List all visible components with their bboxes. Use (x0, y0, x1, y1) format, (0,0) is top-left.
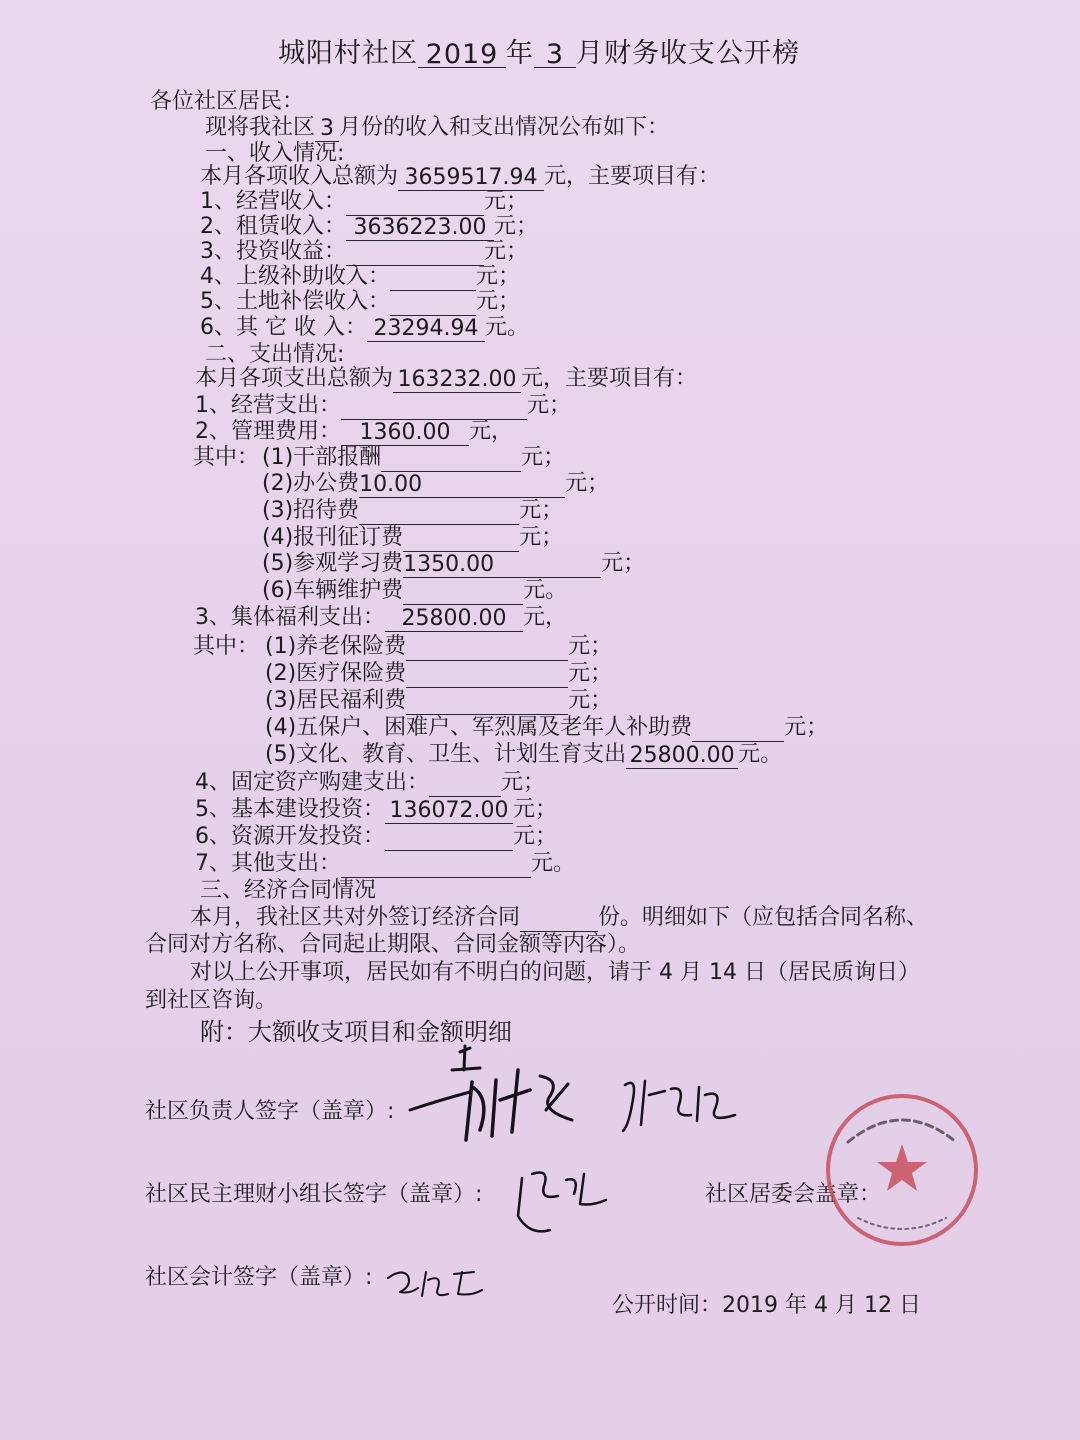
income-item: 2、租赁收入： 3636223.00 元； (200, 214, 539, 240)
notice-line: 到社区咨询。 (145, 988, 278, 1013)
committee-seal (822, 1090, 982, 1250)
greeting: 各位社区居民： (150, 89, 305, 114)
seal-star-icon (877, 1144, 927, 1191)
welfare-item: (3)居民福利费 元； (265, 688, 613, 713)
expense-item: 3、集体福利支出： 25800.00 元， (195, 605, 568, 631)
welfare-item: (5)文化、教育、卫生、计划生育支出 25800.00 元。 (265, 742, 783, 768)
expense-item: 2、管理费用： 1360.00 元， (195, 419, 514, 445)
title-month: 3 (534, 43, 576, 68)
accountant-signature (382, 1258, 492, 1304)
expense-total: 本月各项支出总额为 163232.00 元，主要项目有： (195, 366, 698, 392)
expense-item: 5、基本建设投资： 136072.00 元； (195, 797, 558, 823)
page-title: 城阳村社区 2019 年 3 月财务收支公开榜 (278, 38, 800, 70)
expense-qizhong: 其中： (193, 445, 260, 470)
expense-heading: 二、支出情况: (205, 342, 345, 367)
leader-signature-2 (615, 1065, 755, 1145)
contracts-heading: 三、经济合同情况 (200, 878, 377, 903)
welfare-item: (4)五保户、困难户、军烈属及老年人补助费 元； (265, 715, 829, 740)
income-total-value: 3659517.94 (398, 166, 544, 191)
contracts-line: 合同对方名称、合同起止期限、合同金额等内容）。 (145, 932, 641, 957)
income-item: 4、上级补助收入： 元； (200, 264, 521, 289)
publish-date: 公开时间：2019 年 4 月 12 日 (612, 1293, 921, 1318)
mgmt-item: (1)干部报酬 元； (262, 445, 566, 470)
contracts-line: 本月，我社区共对外签订经济合同 份。明细如下（应包括合同名称、 (190, 905, 929, 930)
mgmt-item: (4)报刊征订费 元； (262, 525, 564, 550)
mgmt-item: (2)办公费10.00 元； (262, 471, 610, 497)
committee-seal-label: 社区居委会盖章： (705, 1182, 882, 1207)
finance-group-signature (510, 1160, 620, 1240)
expense-item: 6、资源开发投资： 元； (195, 824, 558, 849)
leader-sign-label: 社区负责人签字（盖章）: (145, 1099, 395, 1124)
income-item: 6、其 它 收 入： 23294.94 元。 (200, 315, 529, 341)
income-item: 3、投资收益： 元； (200, 239, 529, 264)
expense-item: 4、固定资产购建支出： 元； (195, 770, 546, 795)
expense-item: 7、其他支出： 元。 (195, 851, 576, 876)
attachment-line: 附：大额收支项目和金额明细 (200, 1018, 512, 1046)
intro-line: 现将我社区 3 月份的收入和支出情况公布如下： (205, 115, 670, 141)
welfare-item: (1)养老保险费 元； (265, 634, 613, 659)
income-item: 5、土地补偿收入： 元； (200, 289, 521, 314)
income-item: 1、经营收入： 元； (200, 189, 529, 214)
mgmt-item: (5)参观学习费1350.00 元； (262, 551, 646, 577)
notice-line: 对以上公开事项，居民如有不明白的问题，请于 4 月 14 日（居民质询日） (190, 960, 920, 985)
leader-signature-1 (400, 1040, 600, 1150)
title-year: 2019 (418, 43, 506, 68)
mgmt-item: (6)车辆维护费 元。 (262, 578, 568, 603)
finance-group-sign-label: 社区民主理财小组长签字（盖章）: (145, 1182, 483, 1207)
expense-item: 1、经营支出： 元； (195, 393, 572, 418)
expense-total-value: 163232.00 (393, 368, 521, 393)
mgmt-item: (3)招待费 元； (262, 498, 564, 523)
expense-qizhong: 其中： (193, 634, 260, 659)
intro-month: 3 (315, 117, 339, 142)
welfare-item: (2)医疗保险费 元； (265, 661, 613, 686)
income-total: 本月各项收入总额为 3659517.94 元，主要项目有： (200, 164, 721, 190)
income-heading: 一、收入情况: (205, 141, 345, 166)
accountant-sign-label: 社区会计签字（盖章）: (145, 1265, 373, 1290)
